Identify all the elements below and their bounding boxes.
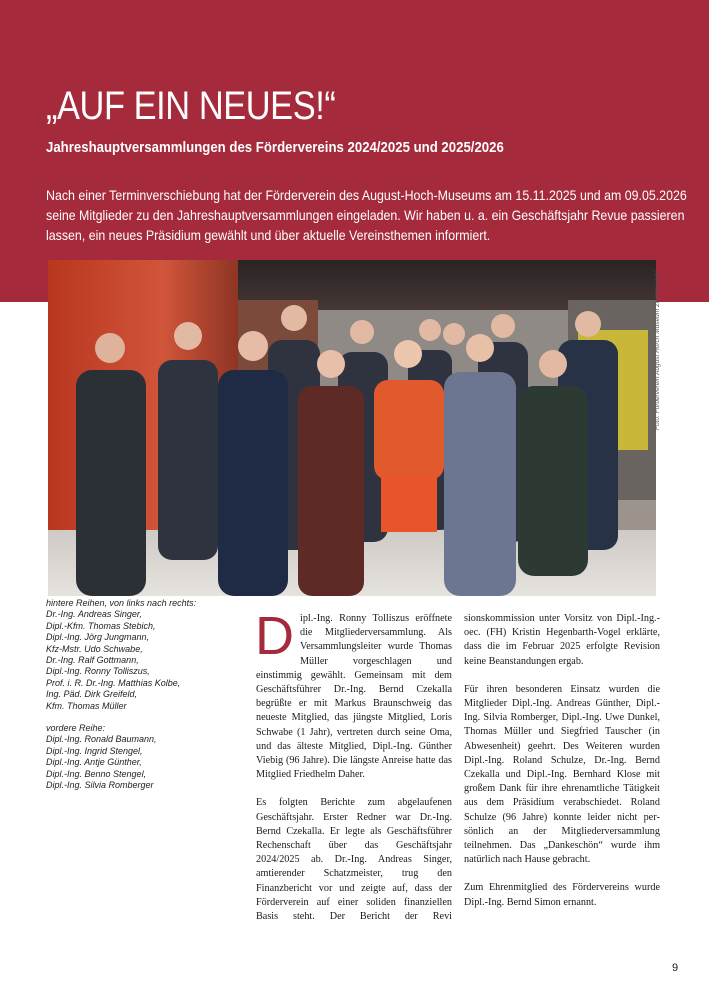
drop-cap: D — [255, 606, 294, 666]
caption-name: Dipl.-Ing. Ronald Baumann, — [46, 734, 157, 745]
article-paragraph: Zum Ehrenmitglied des Fördervereins wurde Dipl.-Ing. Bernd Simon ernannt. — [464, 882, 660, 908]
caption-name: Dipl.-Ing. Benno Stengel, — [46, 768, 147, 779]
photo-caption — [46, 598, 246, 792]
article-headline: „AUF EIN NEUES!“ — [46, 84, 336, 128]
caption-name: Kfm. Thomas Müller — [46, 700, 127, 711]
article-column-2 — [464, 612, 660, 924]
intro-line: seine Mitglieder zu den Jahreshauptversammlungen eingeladen. Wir haben u. a. ein Geschäftsjahr Revue passieren — [46, 207, 685, 223]
caption-name: Dipl.-Ing. Antje Günther, — [46, 757, 142, 768]
caption-name: Kfz-Mstr. Udo Schwabe, — [46, 643, 143, 654]
article-paragraph — [255, 606, 452, 782]
caption-heading: hintere Reihen, von links nach rechts: — [46, 598, 197, 608]
article-paragraph: sionskommission unter Vorsitz von Dipl.-Ing.-oec. (FH) Kristin Hegenbarth-Vogel erklärte, dass die im Februar 2025 erfolgte Revision keine Beanstandungen ergab. — [464, 613, 660, 667]
article-paragraph: Es folgten Berichte zum abgelaufenen Geschäftsjahr. Erster Redner war Dr.-Ing. Bernd Czekalla. Er legte als Geschäftsführer Rechenschaft über das Geschäftsjahr 2024/2025 ab. Dr.-Ing. Andreas Singer, amtierender Schatzmeister, trug den Finanzbericht vor und zeigte auf, dass der Förderverein auf einer soliden finanziellen Basis steht. Der Bericht der Revi — [256, 797, 452, 923]
caption-name: Dr.-Ing. Ralf Gottmann, — [46, 655, 139, 666]
caption-name: Prof. i. R. Dr.-Ing. Matthias Kolbe, — [46, 677, 181, 688]
article-paragraph: Für ihren besonderen Einsatz wurden die Mitglieder Dipl.-Ing. Andreas Günther, Dipl.-Ing. Silvia Romberger, Dipl.-Ing. Uwe Dunkel, Thomas Müller und Siegfried Tauscher (in Abwesenheit) geehrt. Des Weiteren wurden Dipl.-Ing. Roland Schulze, Dr.-Ing. Bernd Czekalla und Dipl.-Ing. Bernhard Klose mit großem Dank für ihre ehrenamtliche Tätigkeit aus dem Präsidium verabschiedet. Roland Schulze (96 Jahre) konnte leider nicht persönlich an der Mitgliederversammlung teilnehmen. Das „Dankeschön“ wurde ihm natürlich nach Hause gebracht. — [464, 683, 660, 866]
caption-name: Dipl.-Ing. Ingrid Stengel, — [46, 745, 143, 756]
intro-line: lassen, ein neues Präsidium gewählt und über aktuelle Vereinsthemen informiert. — [46, 227, 491, 243]
group-photo — [48, 260, 656, 596]
page-number: 9 — [672, 962, 679, 974]
caption-name: Dr.-Ing. Andreas Singer, — [46, 609, 142, 620]
caption-heading: vordere Reihe: — [46, 723, 106, 734]
article-intro — [46, 185, 687, 245]
caption-name: Dipl.-Ing. Silvia Romberger — [46, 780, 154, 791]
caption-name: Ing. Päd. Dirk Greifeld, — [46, 689, 138, 700]
caption-name: Dipl.-Kfm. Thomas Stebich, — [46, 620, 156, 631]
photo-credit: Foto: Förderverein August Horch Museum Zwickau e.V. — [654, 270, 661, 430]
intro-line: Nach einer Terminverschiebung hat der Förderverein des August-Hoch-Museums am 15.11.2025 und am 09.05.2026 — [46, 187, 687, 203]
paragraph-text: ipl.-Ing. Ronny Tolliszus eröffnete die Mitgliederversammlung. Als Versammlungsleiter wurde Thomas Müller vorgeschlagen und einstimmig gewählt. Gemeinsam mit dem Geschäftsführer Dr.-Ing. Bernd Czekalla begrüßte er mit Markus Braunschweig das neueste Mitglied, das jüngste Mitglied, Loris Schwabe (1 Jahr), vertreten durch seine Oma, und das älteste Mitglied, Dipl.-Ing. Günther Viebig (96 Jahre). Die längste Anreise hatte das Mitglied Friedhelm Daher. — [256, 613, 452, 781]
article-column-1 — [255, 606, 452, 938]
caption-name: Dipl.-Ing. Jörg Jungmann, — [46, 632, 150, 643]
article-subheadline: Jahreshauptversammlungen des Fördervereins 2024/2025 und 2025/2026 — [46, 139, 504, 156]
caption-name: Dipl.-Ing. Ronny Tolliszus, — [46, 666, 150, 677]
